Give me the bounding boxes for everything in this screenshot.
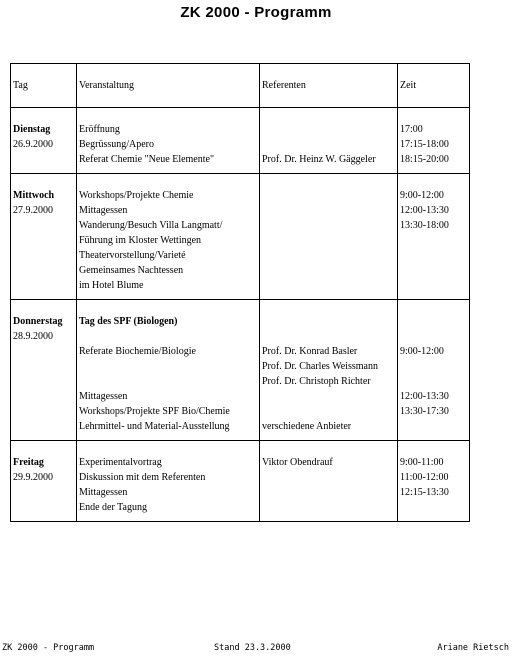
program-table <box>10 63 470 522</box>
time-item: 12:00-13:30 <box>400 205 449 216</box>
day-name: Freitag <box>13 457 44 468</box>
day-name: Dienstag <box>13 124 51 135</box>
speaker-item: verschiedene Anbieter <box>262 421 352 432</box>
time-item: 17:00 <box>400 124 423 135</box>
day-cell <box>11 441 77 522</box>
time-item: 9:00-12:00 <box>400 190 444 201</box>
times-cell <box>398 108 470 174</box>
day-name: Mittwoch <box>13 190 55 201</box>
event-item: Mittagessen <box>79 205 128 216</box>
speakers-cell <box>260 441 398 522</box>
day-row <box>11 174 470 300</box>
header-veranstaltung: Veranstaltung <box>77 64 260 108</box>
page-footer <box>0 643 512 656</box>
time-item: 13:30-17:30 <box>400 406 449 417</box>
event-item: Wanderung/Besuch Villa Langmatt/ <box>79 220 223 231</box>
events-cell <box>77 108 260 174</box>
speaker-item: Prof. Dr. Charles Weissmann <box>262 361 378 372</box>
times-cell <box>398 441 470 522</box>
time-item <box>400 419 469 434</box>
footer-center: Stand 23.3.2000 <box>214 643 291 653</box>
event-item <box>79 374 259 389</box>
event-item: Ende der Tagung <box>79 502 147 513</box>
speaker-item: Viktor Obendrauf <box>262 457 333 468</box>
time-item: 9:00-11:00 <box>400 457 444 468</box>
time-item: 11:00-12:00 <box>400 472 449 483</box>
day-date: 26.9.2000 <box>13 139 53 150</box>
time-item: 18:15-20:00 <box>400 154 449 165</box>
events-cell <box>77 174 260 300</box>
speaker-item: Prof. Dr. Konrad Basler <box>262 346 358 357</box>
day-cell <box>11 108 77 174</box>
footer-left: ZK 2000 - Programm <box>2 643 95 653</box>
event-item: Gemeinsames Nachtessen <box>79 265 184 276</box>
time-item <box>400 374 469 389</box>
events-cell <box>77 300 260 441</box>
day-date: 29.9.2000 <box>13 472 53 483</box>
event-item: Mittagessen <box>79 487 128 498</box>
time-item: 12:15-13:30 <box>400 487 449 498</box>
header-referenten: Referenten <box>260 64 398 108</box>
event-item: Diskussion mit dem Referenten <box>79 472 206 483</box>
day-name: Donnerstag <box>13 316 63 327</box>
speaker-item <box>262 389 397 404</box>
events-cell <box>77 441 260 522</box>
speaker-item: Prof. Dr. Christoph Richter <box>262 376 371 387</box>
event-item: Mittagessen <box>79 391 128 402</box>
time-item <box>400 359 469 374</box>
day-row <box>11 441 470 522</box>
day-row <box>11 300 470 441</box>
time-item: 12:00-13:30 <box>400 391 449 402</box>
speaker-item <box>262 122 397 137</box>
day-date: 27.9.2000 <box>13 205 53 216</box>
event-item <box>79 329 259 344</box>
header-zeit: Zeit <box>398 64 470 108</box>
time-item: 13:30-18:00 <box>400 220 449 231</box>
event-item: Referat Chemie "Neue Elemente" <box>79 154 215 165</box>
event-item: Experimentalvortrag <box>79 457 162 468</box>
speaker-item <box>262 137 397 152</box>
day-heading: Tag des SPF (Biologen) <box>79 316 178 327</box>
speakers-cell <box>260 300 398 441</box>
table-header-row <box>11 64 470 108</box>
event-item: Workshops/Projekte SPF Bio/Chemie <box>79 406 230 417</box>
header-tag: Tag <box>11 64 77 108</box>
event-item: Referate Biochemie/Biologie <box>79 346 196 357</box>
speaker-item <box>262 329 397 344</box>
time-item <box>400 329 469 344</box>
speakers-cell <box>260 108 398 174</box>
footer-right: Ariane Rietsch <box>437 643 509 653</box>
speaker-item: Prof. Dr. Heinz W. Gäggeler <box>262 154 376 165</box>
speaker-item <box>262 404 397 419</box>
time-item: 9:00-12:00 <box>400 346 444 357</box>
event-item <box>79 359 259 374</box>
day-date: 28.9.2000 <box>13 331 53 342</box>
time-item: 17:15-18:00 <box>400 139 449 150</box>
page-title: ZK 2000 - Programm <box>180 4 332 21</box>
event-item: im Hotel Blume <box>79 280 144 291</box>
event-item: Begrüssung/Apero <box>79 139 154 150</box>
event-item: Eröffnung <box>79 124 120 135</box>
day-row <box>11 108 470 174</box>
speakers-cell <box>260 174 398 300</box>
event-item: Führung im Kloster Wettingen <box>79 235 202 246</box>
times-cell <box>398 174 470 300</box>
times-cell <box>398 300 470 441</box>
day-cell <box>11 300 77 441</box>
event-item: Workshops/Projekte Chemie <box>79 190 194 201</box>
event-item: Lehrmittel- und Material-Ausstellung <box>79 421 230 432</box>
event-item: Theatervorstellung/Varieté <box>79 250 186 261</box>
day-cell <box>11 174 77 300</box>
